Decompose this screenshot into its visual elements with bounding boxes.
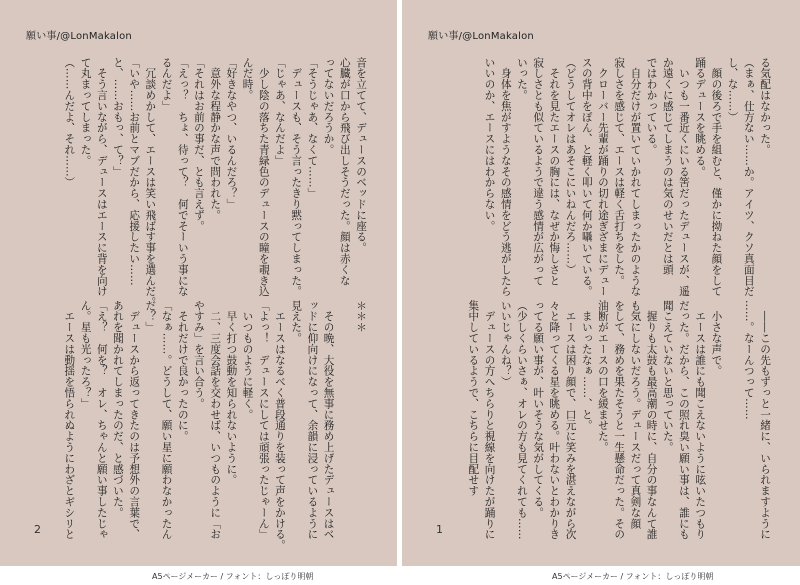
text-line: それだけで良かったのに。: [176, 300, 189, 442]
text-line: 意外な程静かな声で問われた。: [209, 57, 222, 221]
text-line: やすみ」を言い合う。: [192, 300, 205, 409]
text-line: 「なぁ……。どうして、願い星に願わなかったん: [160, 300, 173, 540]
footer-credit: A5ページメーカー / フォント：しっぽり明朝: [152, 572, 314, 581]
text-block-bottom: [61, 300, 369, 551]
text-line: 小さな声で。: [710, 300, 723, 377]
text-line: スの背中をぽん、と軽く叩いて何か囁いている。: [580, 57, 593, 297]
text-line: 身体を焦がすようなその感情をどう逃がしたら: [499, 57, 512, 297]
right-page: [402, 0, 800, 566]
text-line: 少し陰の落ちた青緑色のデュースの瞳を覗き込: [257, 57, 270, 297]
text-line: だった。だから、この照れ臭い願い事は、誰にも: [677, 300, 690, 540]
text-block-top: [481, 57, 773, 297]
text-line: いいのか、エースにはわからない。: [483, 57, 496, 232]
text-line: ってないだろうか。: [322, 57, 335, 156]
text-line: デュースから返ってきたのは予想外の言葉で、: [128, 300, 141, 540]
text-line: 「じゃあ、なんだよ」: [273, 57, 286, 166]
text-line: 顔の後ろで手を組むと、僅かに拗ねた顔をして: [710, 57, 723, 297]
text-line: ――この先もずっと一緒に、いられますように: [759, 300, 771, 540]
page-number: 2: [34, 523, 41, 536]
text-line: [337, 300, 353, 536]
footer-credit: A5ページメーカー / フォント：しっぽり明朝: [552, 572, 714, 581]
text-line: 「よっ！ デュースにしては頑張ったじゃーん」: [257, 300, 270, 540]
text-line: 「好きなやつ、いるんだろ？」: [225, 57, 238, 210]
text-line: エースはなるべく普段通りを装って声をかける。: [273, 300, 286, 551]
left-page: [0, 0, 397, 566]
text-line: その晩、大役を無事に務め上げたデュースはベ: [322, 300, 335, 540]
text-line: 油断がエースの口を緩ませた。: [596, 300, 609, 453]
text-line: エースは困り顔で、口元に笑みを湛えながら次: [564, 300, 577, 540]
text-line: 寂しさとも似ているようで違う感情が広がって: [532, 57, 545, 286]
text-line: いいじゃんね？）: [499, 300, 512, 388]
page-number: 1: [436, 523, 443, 536]
text-line: 見えた。: [290, 300, 303, 344]
text-line: デュースの方へちらりと視線を向けたが踊りに: [483, 300, 496, 540]
text-line: [724, 300, 740, 536]
text-block-top: [61, 57, 369, 308]
text-line: デュースも、そう言ったきり黙ってしまった。: [290, 57, 303, 297]
text-line: ではわかっている。: [645, 57, 658, 156]
text-line: る気配はなかった。: [759, 57, 771, 156]
text-line: あれを聞かれてしまったのだ、と感づいた。: [111, 300, 124, 518]
text-line: そう言いながら、デュースはエースに背を向け: [95, 57, 108, 297]
text-line: （少しくらいさぁ、オレの方も見てくれても……: [515, 300, 528, 540]
text-line: し、な……）: [726, 57, 739, 123]
text-line: ってる願い事が、叶いそうな気がしてくる。: [532, 300, 545, 518]
text-line: それを見たエースの胸には、なぜか悔しさと: [548, 57, 561, 286]
page-header: 願い事/@LonMakalon: [26, 31, 132, 42]
text-line: んだ時。: [241, 57, 254, 101]
text-line: るんだよ」: [160, 57, 173, 112]
text-line: （まぁ、仕方ない……か。アイツ、クソ真面目だ: [742, 57, 755, 297]
text-line: 踊るデュースを眺める。: [694, 57, 707, 177]
text-line: 集中しているようで、こちらに目配せす: [467, 300, 480, 497]
text-line: て丸まってしまった。: [79, 57, 92, 166]
text-line: 聞こえていないと思っていた。: [661, 300, 674, 453]
text-line: 「それはお前の事だ、とも言えず。: [192, 57, 205, 232]
text-line: エースは動揺を悟られぬようにわざとギシリと: [63, 300, 76, 540]
text-line: ＊＊＊: [355, 300, 367, 333]
text-line: 自分だけが置いていかれてしまったかのような: [629, 57, 642, 297]
text-line: 二、三度会話を交わせば、いつものように「お: [209, 300, 222, 540]
text-line: いつも一番近くにいる筈だったデュースが、遥: [677, 57, 690, 297]
text-line: ッドに仰向けになって、余韻に浸っているように: [306, 300, 319, 540]
text-line: いった。: [515, 57, 528, 101]
text-line: 「そうじゃあ、なくて……」: [306, 57, 319, 199]
text-line: 早く打つ鼓動を知られないように。: [225, 300, 238, 486]
text-line: クローバー先輩が踊りの切れ途ぎざまにデュー: [596, 57, 609, 297]
text-line: 音を立てて、デュースのベッドに座る。: [355, 57, 367, 254]
text-line: （……んだよ、それ……）: [63, 57, 76, 188]
text-line: 寂しさを感じて、エースは軽く舌打ちをした。: [613, 57, 626, 286]
text-line: エースは誰にも聞こえないように呟いたつもり: [694, 300, 707, 540]
text-line: 「いや……お前とマブだから、応援したい……: [128, 57, 141, 286]
text-line: まいったなぁ……、と。: [580, 300, 593, 431]
text-line: か遠くに感じてしまうのは気のせいだとは頭: [661, 57, 674, 275]
text-line: と、……おもっ、て？」: [111, 57, 124, 177]
page-header: 願い事/@LonMakalon: [428, 31, 534, 42]
text-line: 「え？ 何を？ オレ、ちゃんと願い事したじゃ: [95, 300, 108, 540]
text-line: いつものように軽く。: [241, 300, 254, 420]
text-line: ……。なーんつって……: [742, 300, 755, 420]
text-line: 「えっ？ ちょ、待って？ 何でそーいう事にな: [176, 57, 189, 297]
text-line: ん。星も光ったろ？」: [79, 300, 92, 409]
text-block-bottom: [465, 300, 773, 540]
text-line: 心臓が口から飛び出しそうだった。顔は赤くな: [338, 57, 351, 286]
text-line: をして、務めを果たそうと一生懸命だった。その: [613, 300, 626, 540]
text-line: 冗談めかして、エースは笑い飛ばす事を選んだ。: [144, 57, 157, 308]
text-line: 々と降ってくる星を眺める。叶わないとわかりき: [548, 300, 561, 540]
text-line: も気にしないだろう。デュースだって真剣な顔: [629, 300, 642, 529]
text-line: だ？」: [144, 300, 157, 333]
text-line: 握りも太鼓も最高潮の時に、自分の事なんて誰: [645, 300, 658, 540]
text-line: （どうしてオレはあそこにいねんだろ……）: [564, 57, 577, 275]
